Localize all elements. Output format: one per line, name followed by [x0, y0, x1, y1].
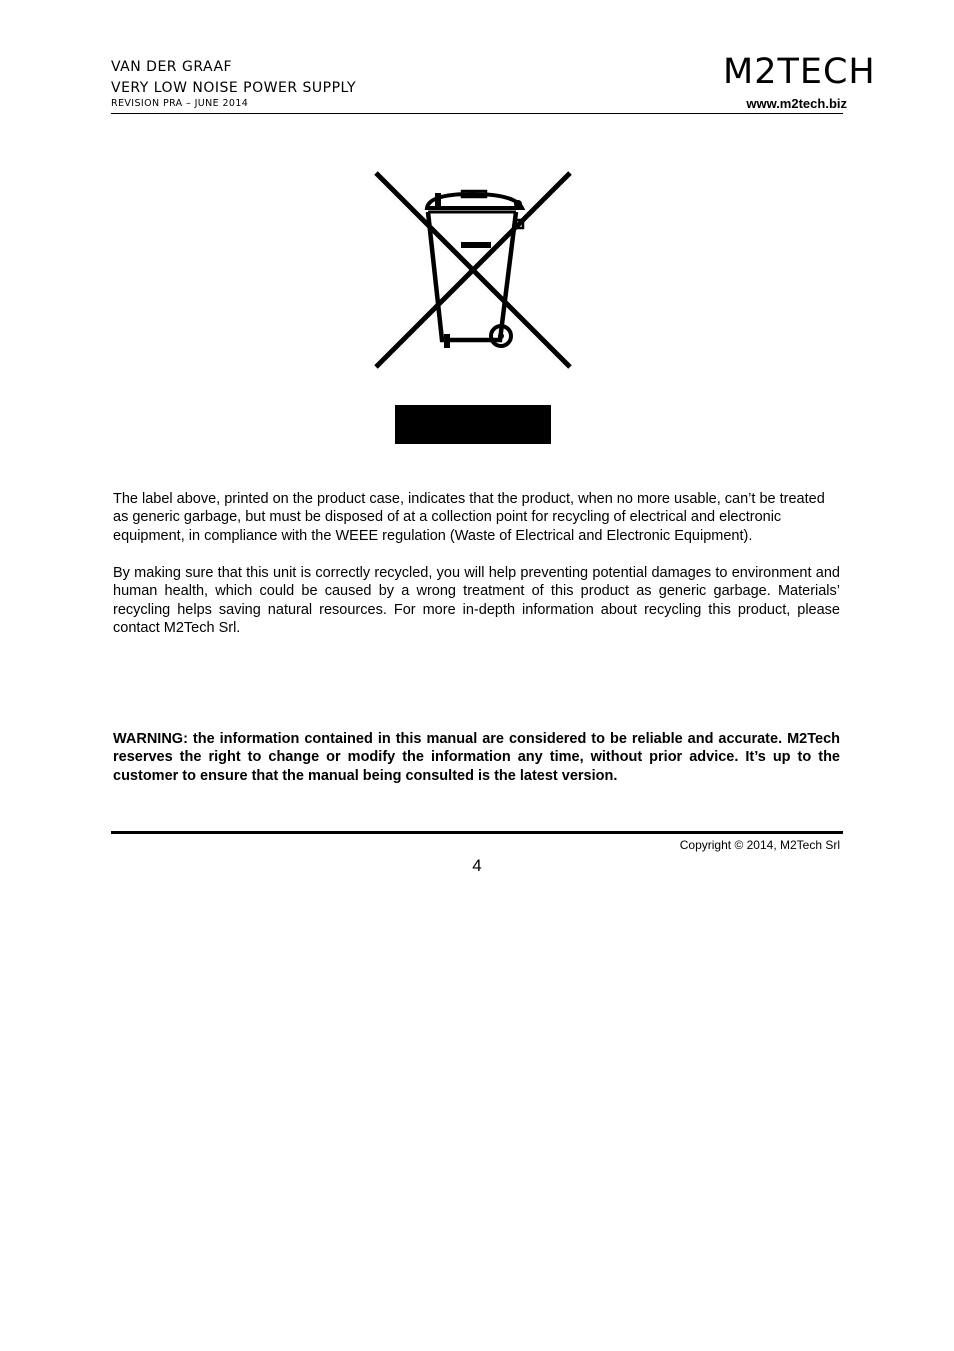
- page-number: 4: [472, 856, 482, 875]
- brand-logo: M2TECH: [723, 52, 876, 92]
- copyright-notice: Copyright © 2014, M2Tech Srl: [679, 838, 840, 852]
- footer-divider: [111, 831, 843, 834]
- product-description: VERY LOW NOISE POWER SUPPLY: [111, 80, 357, 96]
- weee-label-paragraph: The label above, printed on the product case, indicates that the product, when no more usable, can’t be treated as generic garbage, but must be disposed of at a collection point for recycling of electrical and electronic equipment, in compliance with the WEEE regulation (Waste of Electrical and Electronic Equipment).: [113, 491, 825, 544]
- product-name: VAN DER GRAAF: [111, 59, 233, 75]
- crossed-out-wheelie-bin-icon: [372, 170, 574, 377]
- website-link[interactable]: www.m2tech.biz: [746, 96, 847, 111]
- product-title: [111, 59, 356, 96]
- revision-label: REVISION PRA – JUNE 2014: [111, 98, 249, 109]
- warning-notice: WARNING: the information contained in this manual are considered to be reliable and accurate. M2Tech reserves the right to change or modify the information any time, without prior advice. It’s up to the customer to ensure that the manual being consulted is the latest version.: [113, 731, 840, 784]
- recycling-paragraph: By making sure that this unit is correctly recycled, you will help preventing potential damages to environment and human health, which could be caused by a wrong treatment of this product as generic garbage. Materials’ recycling helps saving natural resources. For more in-depth information about recycling this product, please contact M2Tech Srl.: [113, 565, 840, 637]
- header-divider: [111, 113, 843, 114]
- date-of-manufacture-bar: [395, 405, 551, 444]
